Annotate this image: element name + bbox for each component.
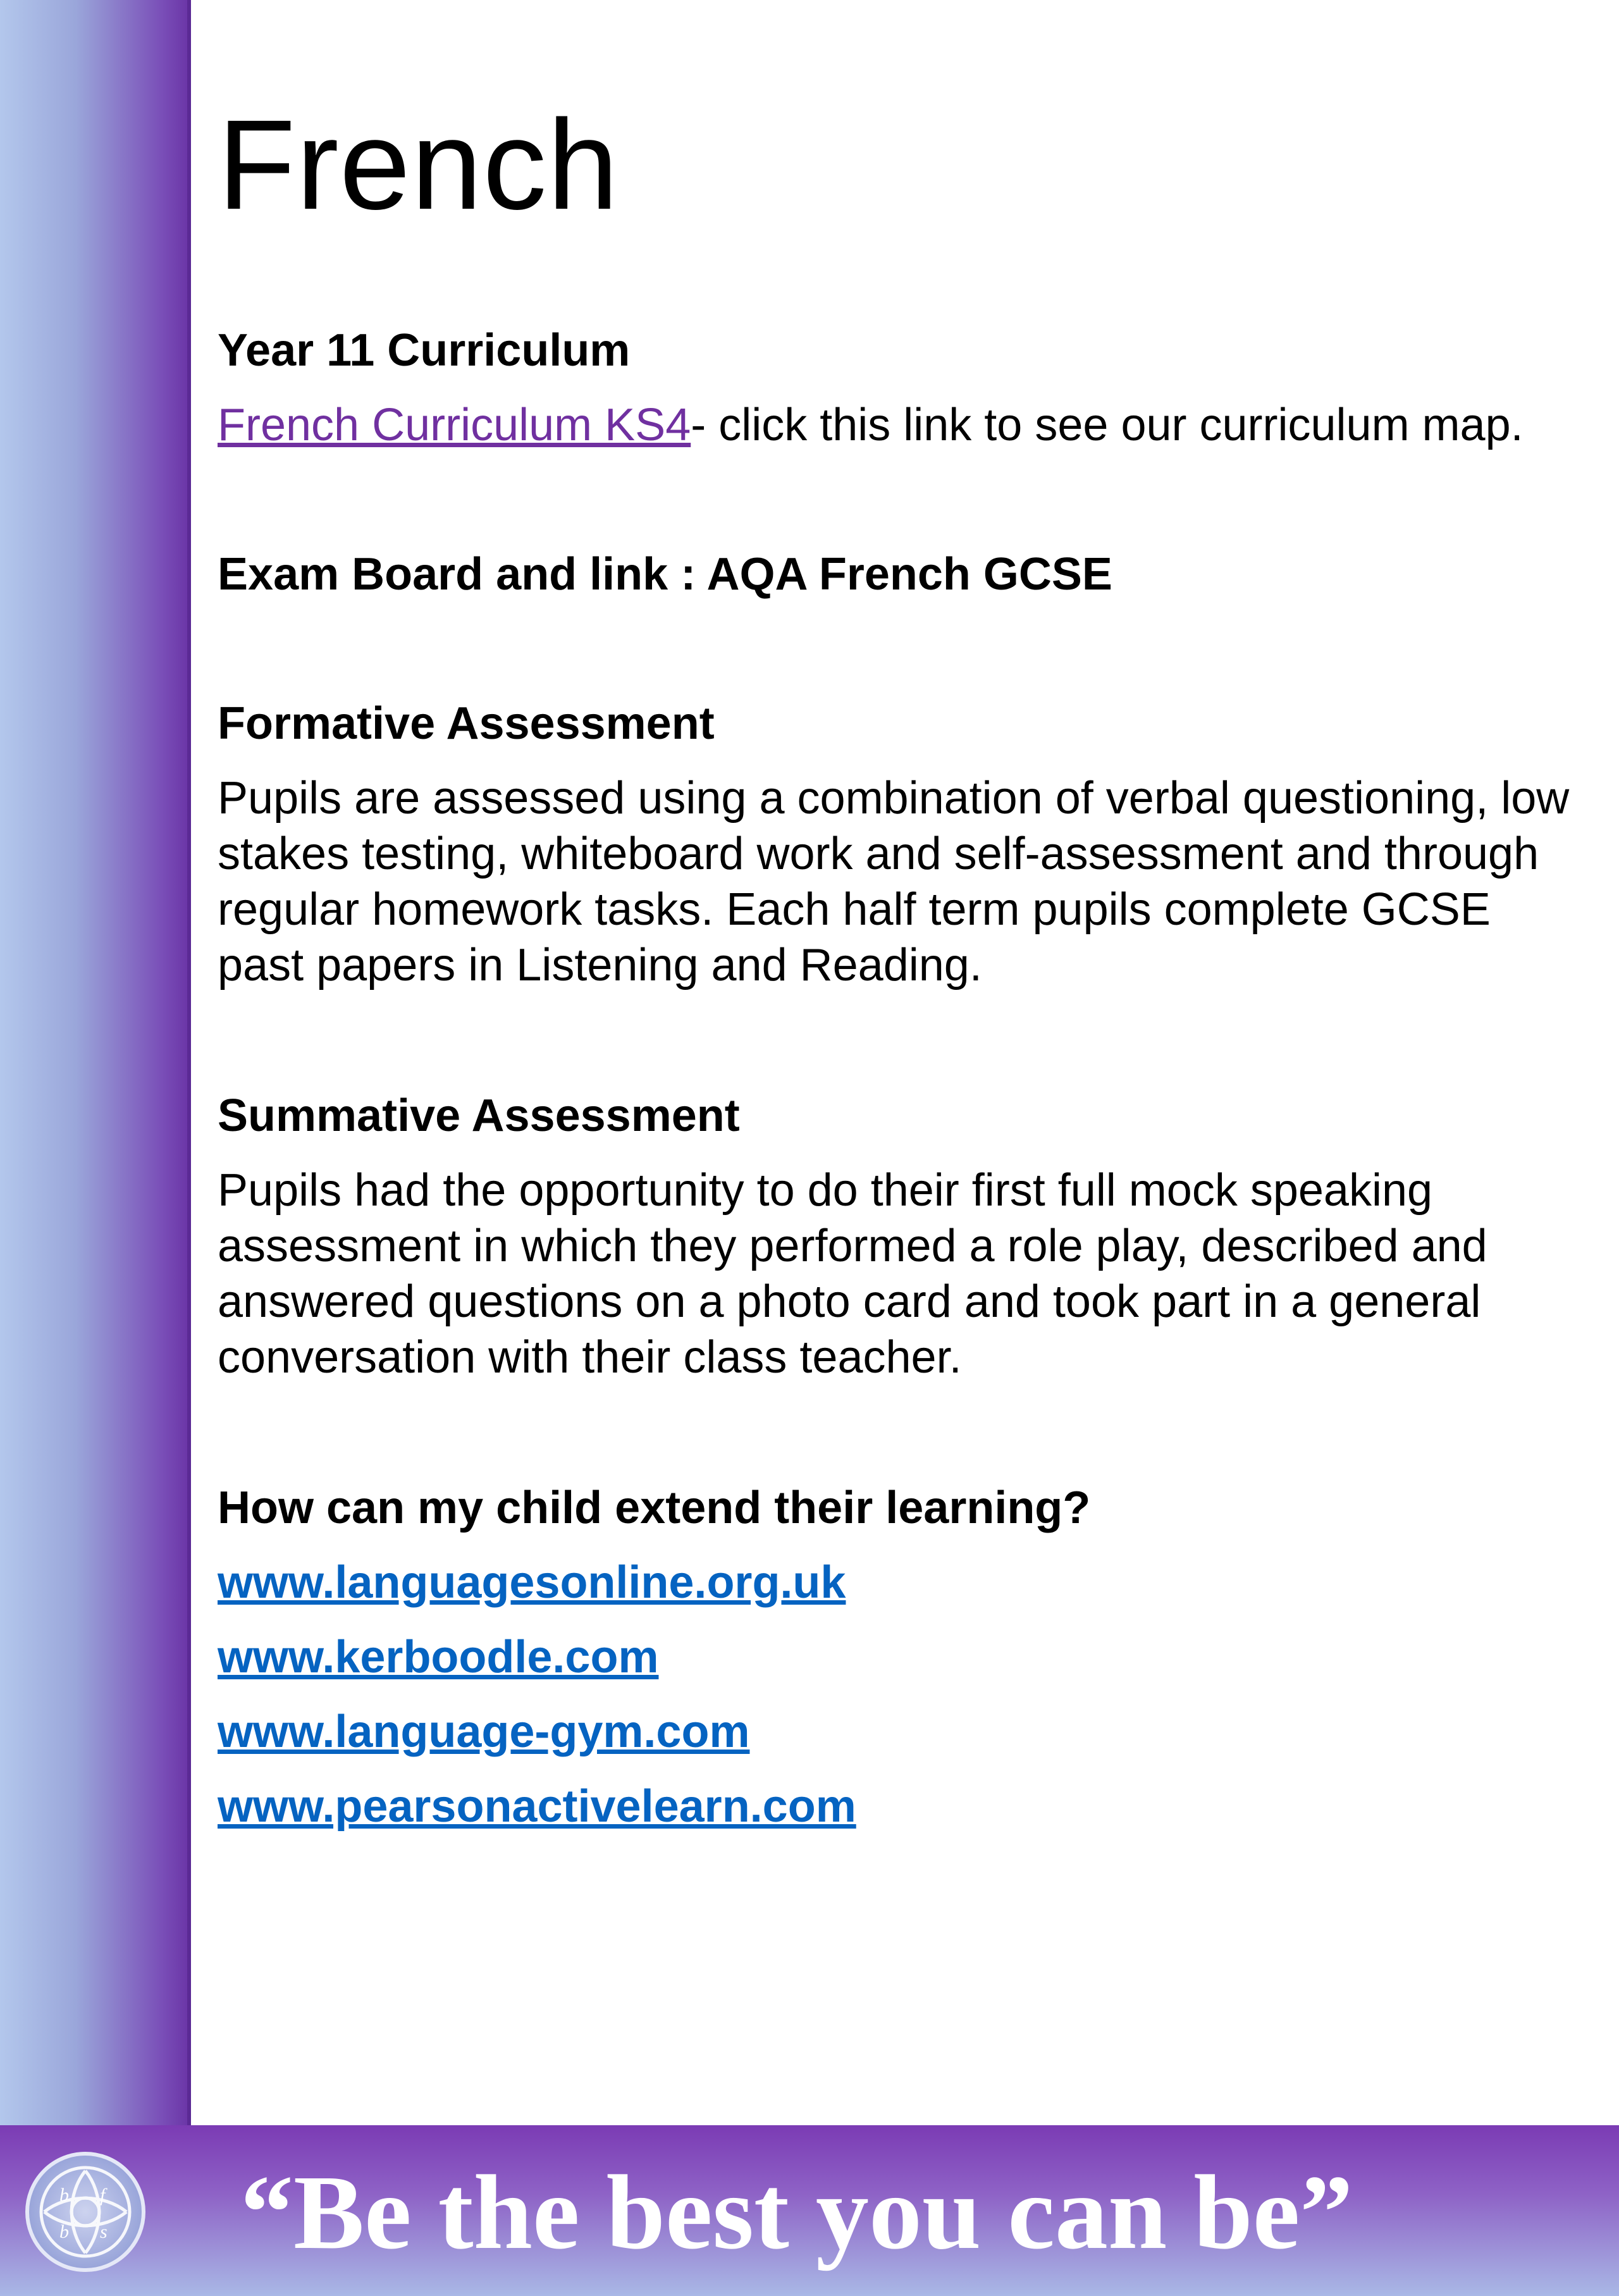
summative-heading: Summative Assessment — [218, 1090, 740, 1141]
curriculum-link-suffix: - click this link to see our curriculum map. — [691, 400, 1524, 450]
logo-letter-b1: b — [59, 2185, 69, 2206]
logo-letter-f: f — [100, 2185, 106, 2206]
page-title: French — [218, 93, 619, 236]
celtic-knot-icon — [29, 2156, 142, 2268]
school-logo — [25, 2152, 145, 2272]
logo-letter-b2: b — [59, 2221, 69, 2242]
curriculum-link[interactable]: French Curriculum KS4 — [218, 400, 691, 450]
formative-heading: Formative Assessment — [218, 698, 715, 749]
decorative-side-bar — [0, 0, 190, 2125]
summative-text: Pupils had the opportunity to do their first full mock speaking assessment in which they performed a role play, described and answered questions on a photo card and took part in a general conversation with their class teacher. — [218, 1165, 1487, 1383]
link-kerboodle[interactable]: www.kerboodle.com — [218, 1632, 659, 1682]
exam-board-heading: Exam Board and link : AQA French GCSE — [218, 549, 1112, 600]
link-pearsonactivelearn[interactable]: www.pearsonactivelearn.com — [218, 1781, 856, 1832]
side-bar-edge — [187, 0, 191, 2125]
footer-banner — [0, 2125, 1619, 2296]
school-motto: “Be the best you can be” — [240, 2154, 1353, 2271]
curriculum-heading: Year 11 Curriculum — [218, 325, 631, 376]
formative-text: Pupils are assessed using a combination of verbal questioning, low stakes testing, whiteboard work and self-assessment and through regular homework tasks. Each half term pupils complete GCSE past papers in Listening and Reading. — [218, 773, 1570, 991]
extend-heading: How can my child extend their learning? — [218, 1483, 1091, 1533]
main-content — [218, 95, 1584, 1853]
link-languagesonline[interactable]: www.languagesonline.org.uk — [218, 1557, 846, 1608]
link-language-gym[interactable]: www.language-gym.com — [218, 1707, 750, 1757]
curriculum-line — [218, 397, 1584, 453]
logo-letter-s: s — [100, 2221, 108, 2242]
